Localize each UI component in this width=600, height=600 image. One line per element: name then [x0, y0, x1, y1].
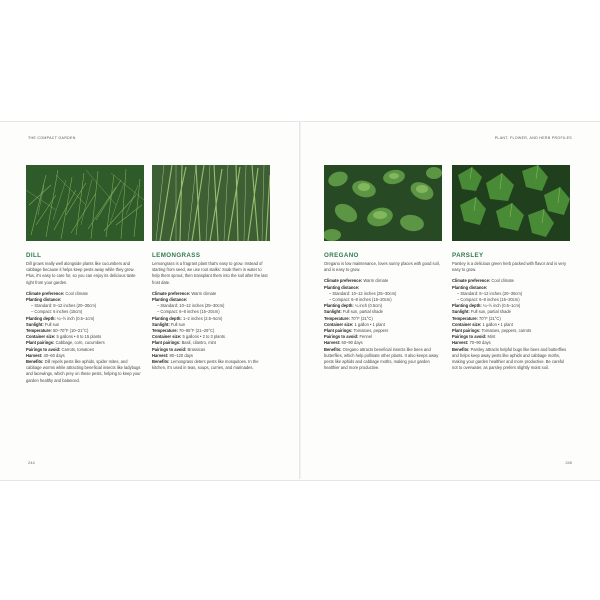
- fact-row: [152, 359, 270, 371]
- page-number-left: 244: [28, 460, 35, 465]
- fact-value: 70–90 days: [469, 340, 491, 346]
- fact-subrow: – Compact: 6–8 inches (15–20cm): [457, 297, 520, 303]
- fact-value: Full sun: [170, 321, 186, 327]
- fact-subrow: – Standard: 10–12 inches (25–30cm): [329, 290, 397, 296]
- fact-value: Dill repels pests like aphids, spider mites, and cabbage worms while attracting beneficial insects like ladybugs and lacewings, which prey on these pests, helping to keep your garden healthy and balanced.: [26, 359, 141, 383]
- plant-name: OREGANO: [324, 252, 359, 259]
- fact-value: Cabbage, corn, cucumbers: [55, 340, 105, 346]
- fact-label: Temperature:: [324, 315, 350, 321]
- fact-label: Benefits:: [452, 346, 470, 352]
- running-header-right: PLANT, FLOWER, AND HERB PROFILES: [494, 136, 572, 140]
- fact-label: Temperature:: [152, 328, 178, 334]
- fact-label: Temperature:: [26, 328, 52, 334]
- fact-value: 1–2 inches (2.5–5cm): [182, 315, 223, 321]
- fact-value: Tomatoes, peppers: [353, 328, 389, 334]
- fact-label: Climate preference:: [452, 278, 491, 284]
- fact-value: Cool climate: [65, 290, 88, 296]
- fact-value: Full sun, partial shade: [470, 309, 511, 315]
- fact-label: Benefits:: [324, 346, 342, 352]
- fact-label: Pairings to avoid:: [324, 334, 359, 340]
- fact-value: 50–70°F (10–21°C): [53, 328, 89, 334]
- plant-profile-oregano: [324, 165, 442, 371]
- parsley-photo: [452, 165, 570, 241]
- fact-label: Plant pairings:: [26, 340, 55, 346]
- fact-subrow: – Standard: 8–12 inches (20–30cm): [457, 290, 523, 296]
- fact-label: Container size:: [152, 334, 182, 340]
- plant-profile-parsley: [452, 165, 570, 371]
- fact-value: ¼–½ inch (0.5–1cm): [56, 315, 95, 321]
- fact-subrow: – Standard: 8–12 inches (20–30cm): [31, 303, 97, 309]
- fact-label: Climate preference:: [324, 278, 363, 284]
- fact-label: Climate preference:: [26, 290, 65, 296]
- fact-value: Basil, cilantro, mint: [181, 340, 216, 346]
- fact-label: Pairings to avoid:: [152, 346, 187, 352]
- fact-label: Sunlight:: [152, 321, 170, 327]
- fact-subrow: – Compact: 6–8 inches (15–20cm): [329, 297, 392, 303]
- fact-label: Plant pairings:: [324, 328, 353, 334]
- plant-intro: Oregano is low maintenance, loves sunny places with good soil, and is easy to grow.: [324, 261, 440, 273]
- fact-label: Container size:: [452, 321, 482, 327]
- fact-label: Planting distance:: [324, 284, 360, 290]
- plant-intro: Dill grows really well alongside plants like cucumbers and cabbage because it helps keep pests away while they grow. Plus, it's easy to care for, so you can enjoy its delicious taste right from your garden.: [26, 261, 136, 285]
- fact-label: Benefits:: [152, 359, 170, 365]
- fact-label: Pairings to avoid:: [26, 346, 61, 352]
- fact-row: [452, 347, 570, 372]
- fact-label: Planting distance:: [26, 297, 62, 303]
- plant-intro: Lemongrass is a fragrant plant that's easy to grow. Instead of starting from seed, we use root stalks: Soak them in water to help them sprout, then transplant them into the soil after the last frost date.: [152, 261, 268, 285]
- plant-facts: [452, 278, 570, 371]
- fact-value: 80–120 days: [169, 352, 193, 358]
- fact-label: Harvest:: [26, 352, 43, 358]
- fact-value: Lemongrass deters pests like mosquitoes. In the kitchen, it's used in teas, soups, curries, and marinades.: [152, 359, 259, 371]
- fact-subrow: – Compact: 6 inches (15cm): [31, 309, 83, 315]
- fact-value: Carrots, tomatoes: [61, 346, 95, 352]
- fact-value: 70–85°F (21–29°C): [179, 328, 215, 334]
- fact-row: [324, 347, 442, 372]
- fact-label: Planting distance:: [152, 297, 188, 303]
- fact-value: 70°F (21°C): [351, 315, 373, 321]
- dill-photo: [26, 165, 144, 241]
- fact-value: Parsley attracts helpful bugs like bees and butterflies and helps keep away pests like aphids and cabbage moths, making your garden healthier and more productive. Be careful not to overwater, as parsley prefers slightly moist soil.: [452, 346, 567, 371]
- running-header-left: THE COMPACT GARDEN: [28, 136, 76, 140]
- plant-name: LEMONGRASS: [152, 252, 201, 259]
- fact-row: [26, 359, 144, 384]
- fact-label: Pairings to avoid:: [452, 334, 487, 340]
- fact-label: Harvest:: [152, 352, 169, 358]
- fact-label: Plant pairings:: [452, 328, 481, 334]
- plant-profile-lemongrass: [152, 165, 270, 371]
- fact-label: Planting distance:: [452, 284, 488, 290]
- lemongrass-photo: [152, 165, 270, 241]
- plant-facts: [26, 291, 144, 384]
- fact-label: Temperature:: [452, 315, 478, 321]
- fact-label: Climate preference:: [152, 290, 191, 296]
- fact-value: Warm climate: [191, 290, 217, 296]
- fact-label: Harvest:: [324, 340, 341, 346]
- fact-value: Brassicas: [187, 346, 206, 352]
- plant-facts: [152, 291, 270, 372]
- fact-value: Full sun, partial shade: [342, 309, 383, 315]
- fact-label: Planting depth:: [26, 315, 56, 321]
- fact-value: 40–60 days: [43, 352, 65, 358]
- fact-label: Container size:: [324, 321, 354, 327]
- fact-value: 70°F (21°C): [479, 315, 501, 321]
- fact-value: ¼–½ inch (0.5–1cm): [482, 303, 521, 309]
- plant-profile-dill: [26, 165, 144, 384]
- fact-label: Planting depth:: [324, 303, 354, 309]
- book-gutter: [299, 121, 301, 479]
- fact-value: Mint: [487, 334, 496, 340]
- fact-value: Fennel: [359, 334, 373, 340]
- fact-label: Sunlight:: [26, 321, 44, 327]
- fact-label: Sunlight:: [324, 309, 342, 315]
- plant-intro: Parsley is a delicious green herb packed with flavor and is very easy to grow.: [452, 261, 566, 273]
- oregano-photo: [324, 165, 442, 241]
- fact-value: 5 gallons • 6 to 15 plants: [56, 334, 102, 340]
- plant-name: PARSLEY: [452, 252, 484, 259]
- fact-value: Cool climate: [491, 278, 514, 284]
- page-number-right: 245: [565, 460, 572, 465]
- fact-value: 1 gallon • 1 plant: [482, 321, 513, 327]
- fact-value: 1 gallon • 1 plant: [354, 321, 385, 327]
- fact-label: Harvest:: [452, 340, 469, 346]
- plant-name: DILL: [26, 252, 42, 259]
- fact-subrow: – Compact: 6–8 inches (15–20cm): [157, 309, 220, 315]
- fact-subrow: – Standard: 10–12 inches (25–30cm): [157, 303, 225, 309]
- fact-value: ¼ inch (0.5cm): [354, 303, 383, 309]
- fact-value: 5 gallons • 2 to 3 plants: [182, 334, 225, 340]
- fact-label: Planting depth:: [152, 315, 182, 321]
- fact-value: Tomatoes, peppers, carrots: [481, 328, 532, 334]
- plant-facts: [324, 278, 442, 371]
- fact-label: Planting depth:: [452, 303, 482, 309]
- fact-label: Container size:: [26, 334, 56, 340]
- fact-value: Oregano attracts beneficial insects like bees and butterflies, which help pollinate other plants. It also keeps away pests like aphids and cabbage moths, making your garden healthier and more productive.: [324, 346, 439, 371]
- fact-value: Warm climate: [363, 278, 389, 284]
- fact-label: Sunlight:: [452, 309, 470, 315]
- fact-label: Plant pairings:: [152, 340, 181, 346]
- fact-label: Benefits:: [26, 359, 44, 365]
- fact-value: Full sun: [44, 321, 60, 327]
- fact-value: 60–90 days: [341, 340, 363, 346]
